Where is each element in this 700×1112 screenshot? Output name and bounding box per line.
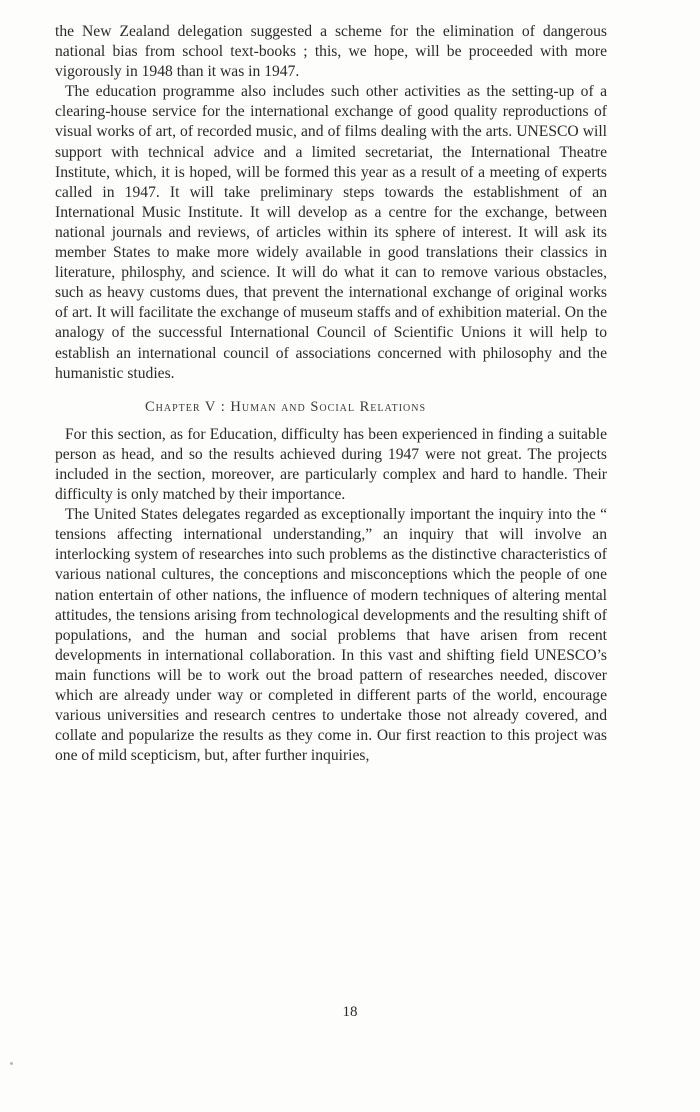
paragraph-continued: the New Zealand delegation suggested a scheme for the elimination of dangerous national bias from school text-books ; this, we hope, will be proceeded with more vigorously in 1948 than it was in 1947. [55,23,607,81]
chapter-heading: Chapter V : Human and Social Relations [145,398,427,415]
paragraph-education-programme: The education programme also includes such other activities as the setting-up of a clearing-house service for the international exchange of good quality reproductions of visual works of art, of recorded music, and of films dealing with the arts. UNESCO will support with technical advice and a limited secretariat, the International Theatre Institute, which, it is hoped, will be formed this year as a result of a meeting of experts called in 1947. It will take preliminary steps towards the establishment of an International Music Institute. It will develop as a centre for the exchange, between national journals and reviews, of articles within its sphere of interest. It will ask its member States to make more widely available in good translations their classics in literature, philosphy, and science. It will do what it can to remove various obstacles, such as heavy customs dues, that prevent the international exchange of original works of art. It will facilitate the exchange of museum staffs and of exhibition material. On the analogy of the successful International Council of Scientific Unions it will help to establish an international council of associations concerned with philosophy and the humanistic studies. [55,83,607,382]
page-edge-mark [10,1062,13,1065]
paragraph-tensions-inquiry: The United States delegates regarded as exceptionally important the inquiry into the “ tensions affecting international understanding,” an inquiry that will involve an interlocking system of researches into such problems as the distinctive characteristics of various national cultures, the conceptions and misconceptions which the people of one nation entertain of other nations, the influence of modern techniques of altering mental attitudes, the tensions arising from technological developments and the resulting shift of populations, and the human and social problems that have arisen from recent developments in international collaboration. In this vast and shifting field UNESCO’s main functions will be to work out the broad pattern of researches needed, discover which are already under way or completed in different parts of the world, encourage various universities and research centres to undertake those not already covered, and collate and popularize the results as they come in. Our first reaction to this project was one of mild scepticism, but, after further inquiries, [55,506,607,765]
body-text [55,22,607,766]
page-number: 18 [342,1004,358,1020]
paragraph-human-social-intro: For this section, as for Education, difficulty has been experienced in finding a suitable person as head, and so the results achieved during 1947 were not great. The projects included in the section, moreover, are particularly complex and hard to handle. Their difficulty is only matched by their importance. [55,425,607,504]
